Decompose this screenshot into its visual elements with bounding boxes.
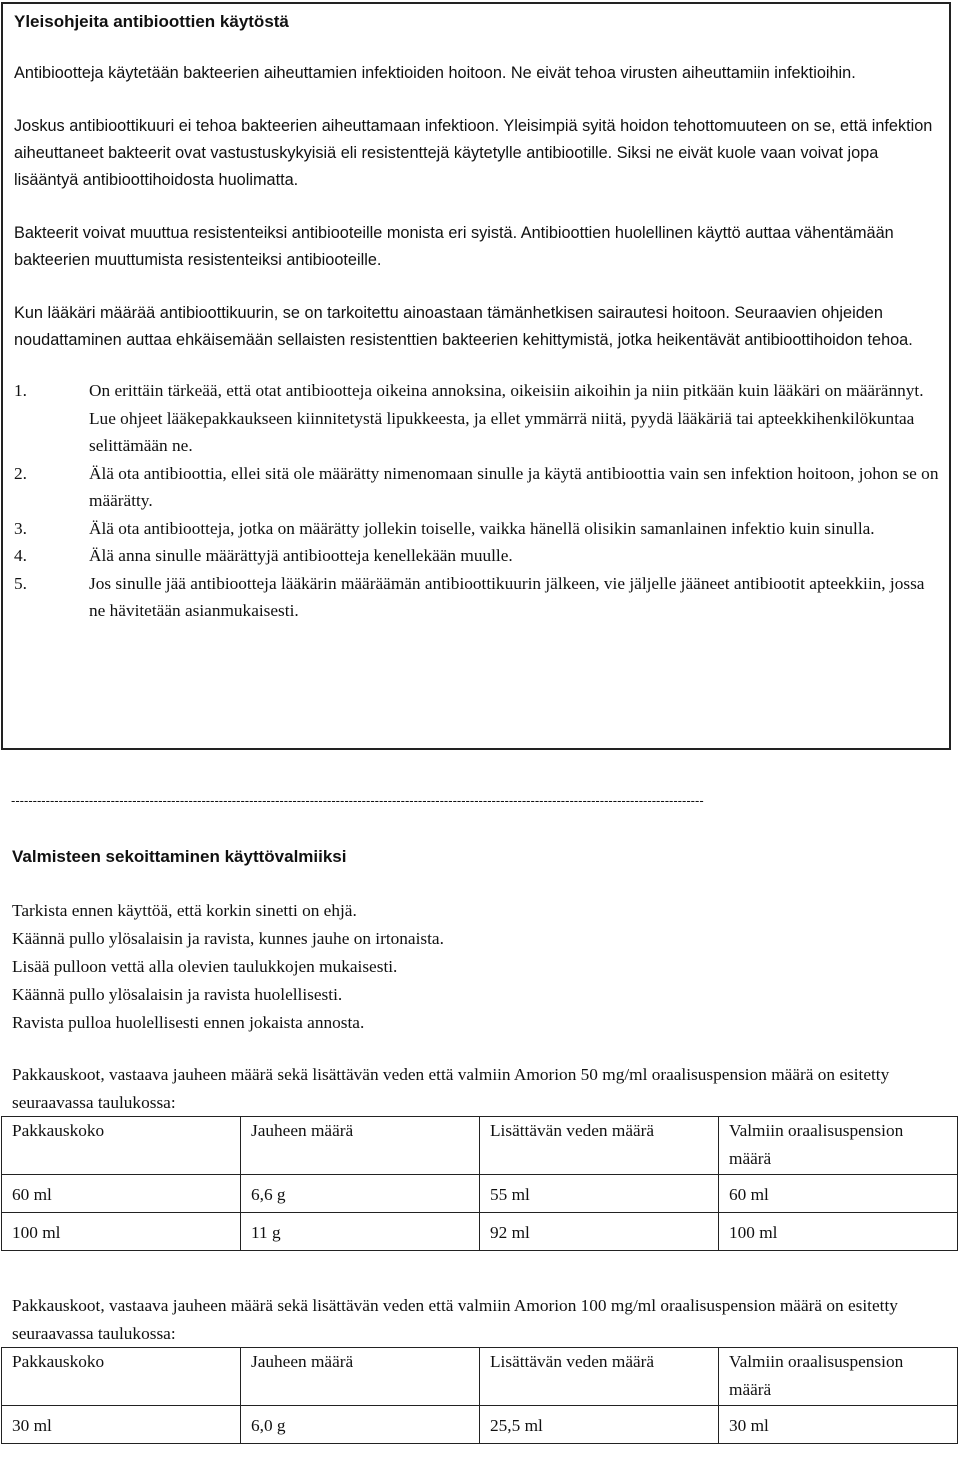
instructions-list: [14, 377, 939, 625]
table-row: [2, 1213, 958, 1251]
table-cell: 60 ml: [719, 1175, 958, 1213]
list-item: [14, 515, 939, 543]
table-header-row: [2, 1348, 958, 1406]
list-item-text: Älä ota antibiootteja, jotka on määrätty jollekin toiselle, vaikka hänellä olisikin samanlainen infektio kuin sinulla.: [89, 518, 875, 538]
list-item-text: Älä ota antibioottia, ellei sitä ole määrätty nimenomaan sinulle ja käytä antibioottia vain sen infektion hoitoon, johon se on määrätty.: [89, 463, 939, 510]
general-instructions-box: [1, 2, 951, 750]
table-row: [2, 1406, 958, 1444]
table-cell: 30 ml: [2, 1406, 241, 1444]
list-item: [14, 377, 939, 460]
preparation-steps: [12, 897, 942, 1037]
package-size-table-100mg: [1, 1347, 958, 1444]
table-header-cell: Lisättävän veden määrä: [480, 1348, 719, 1406]
table-intro-50mg: Pakkauskoot, vastaava jauheen määrä sekä lisättävän veden että valmiin Amorion 50 mg/ml oraalisuspension määrä on esitetty seuraavassa taulukossa:: [12, 1065, 890, 1112]
table-header-cell: Valmiin oraalisuspension määrä: [719, 1117, 958, 1175]
list-item-number: 5.: [14, 573, 27, 593]
preparation-step: Käännä pullo ylösalaisin ja ravista, kunnes jauhe on irtonaista.: [12, 929, 444, 948]
preparation-step: Lisää pulloon vettä alla olevien taulukkojen mukaisesti.: [12, 957, 398, 976]
table-header-cell: Jauheen määrä: [241, 1117, 480, 1175]
list-item-text: On erittäin tärkeää, että otat antibiootteja oikeina annoksina, oikeisiin aikoihin ja niin pitkään kuin lääkäri on määrännyt. Lue ohjeet lääkepakkaukseen kiinnitetystä lipukkeesta, ja ellet ymmärrä niitä, pyydä lääkäriä tai apteekkihenkilökuntaa selittämään ne.: [89, 381, 924, 455]
list-item-text: Älä anna sinulle määrättyjä antibiootteja kenellekään muulle.: [89, 546, 513, 565]
table-cell: 60 ml: [2, 1175, 241, 1213]
list-item-text: Jos sinulle jää antibiootteja lääkärin määräämän antibioottikuurin jälkeen, vie jäljelle jääneet antibiootit apteekkiin, jossa ne hävitetään asianmukaisesti.: [89, 573, 925, 620]
table-cell: 6,0 g: [241, 1406, 480, 1444]
table-header-cell: Pakkauskoko: [2, 1117, 241, 1175]
list-item: [14, 570, 939, 625]
table-cell: 6,6 g: [241, 1175, 480, 1213]
preparation-step: Tarkista ennen käyttöä, että korkin sinetti on ehjä.: [12, 901, 357, 920]
general-instructions-title: Yleisohjeita antibioottien käytöstä: [14, 12, 289, 31]
table-cell: 55 ml: [480, 1175, 719, 1213]
package-size-table-50mg: [1, 1116, 958, 1251]
table-header-cell: Pakkauskoko: [2, 1348, 241, 1406]
table-cell: 100 ml: [2, 1213, 241, 1251]
paragraph: Bakteerit voivat muuttua resistenteiksi antibiooteille monista eri syistä. Antibioottien huolellinen käyttö auttaa vähentämään bakteerien muuttumista resistenteiksi antibiooteille.: [14, 224, 894, 269]
table-cell: 11 g: [241, 1213, 480, 1251]
table-cell: 25,5 ml: [480, 1406, 719, 1444]
table-cell: 30 ml: [719, 1406, 958, 1444]
list-item-number: 1.: [14, 381, 27, 400]
table-intro-100mg: Pakkauskoot, vastaava jauheen määrä sekä lisättävän veden että valmiin Amorion 100 mg/ml oraalisuspension määrä on esitetty seuraavassa taulukossa:: [12, 1296, 898, 1343]
list-item: [14, 460, 939, 515]
paragraph: Antibiootteja käytetään bakteerien aiheuttamien infektioiden hoitoon. Ne eivät tehoa virusten aiheuttamiin infektioihin.: [14, 64, 856, 82]
list-item-number: 3.: [14, 518, 27, 538]
table-header-cell: Lisättävän veden määrä: [480, 1117, 719, 1175]
paragraph: Kun lääkäri määrää antibioottikuurin, se on tarkoitettu ainoastaan tämänhetkisen sairautesi hoitoon. Seuraavien ohjeiden noudattaminen auttaa ehkäisemään sellaisten resistenttien bakteerien kehittymistä, jotka heikentävät antibioottihoidon tehoa.: [14, 304, 913, 349]
preparation-step: Käännä pullo ylösalaisin ja ravista huolellisesti.: [12, 985, 343, 1004]
table-cell: 92 ml: [480, 1213, 719, 1251]
table-cell: 100 ml: [719, 1213, 958, 1251]
preparation-step: Ravista pulloa huolellisesti ennen jokaista annosta.: [12, 1013, 365, 1032]
list-item-number: 4.: [14, 546, 27, 565]
table-header-cell: Valmiin oraalisuspension määrä: [719, 1348, 958, 1406]
table-row: [2, 1175, 958, 1213]
list-item-number: 2.: [14, 463, 27, 483]
list-item: [14, 542, 939, 570]
table-header-cell: Jauheen määrä: [241, 1348, 480, 1406]
preparation-title: Valmisteen sekoittaminen käyttövalmiiksi: [12, 847, 347, 866]
dashed-separator: ----------------------------------------------------------------------------------------------------------------------------------------------------------------: [11, 793, 704, 808]
paragraph: Joskus antibioottikuuri ei tehoa bakteerien aiheuttamaan infektioon. Yleisimpiä syitä hoidon tehottomuuteen on se, että infektion aiheuttaneet bakteerit ovat vastustuskykyisiä eli resistenttejä käytetylle antibiootille. Siksi ne eivät kuole vaan voivat jopa lisääntyä antibioottihoidosta huolimatta.: [14, 117, 933, 189]
table-header-row: [2, 1117, 958, 1175]
